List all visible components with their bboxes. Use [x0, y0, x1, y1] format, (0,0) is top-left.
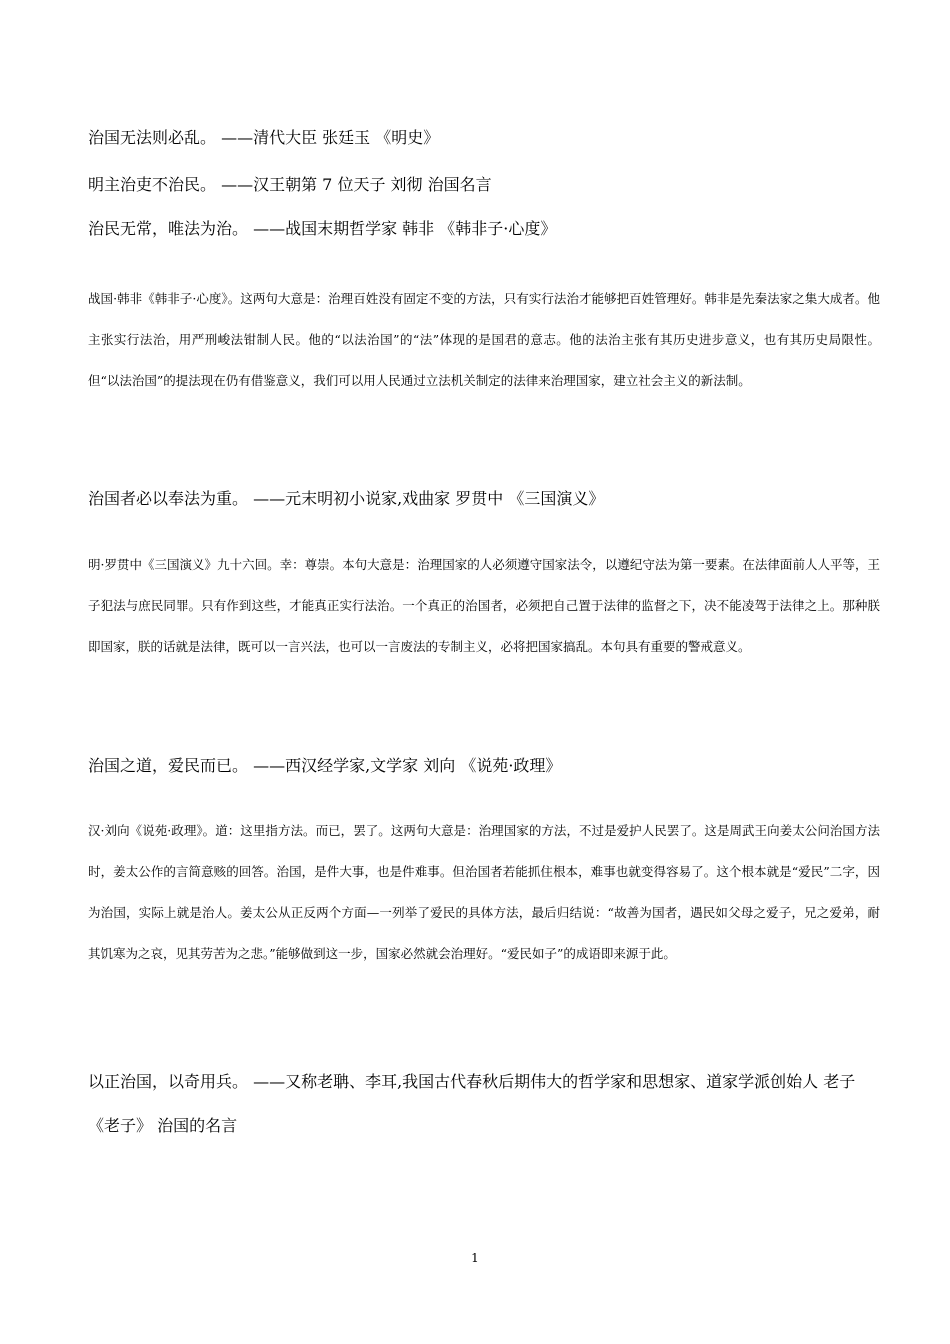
quote-4: 治国者必以奉法为重。 ——元末明初小说家,戏曲家 罗贯中 《三国演义》: [88, 489, 605, 508]
commentary-paragraph-2: 明·罗贯中《三国演义》九十六回。幸：尊崇。本句大意是：治理国家的人必须遵守国家法令，以遵纪守法为第一要素。在法律面前人人平等，王子犯法与庶民同罪。只有作到这些，才能真正实行法治。一个真正的治国者，必须把自己置于法律的监督之下，决不能凌驾于法律之上。那种朕即国家，朕的话就是法律，既可以一言兴法，也可以一言废法的专制主义，必将把国家搞乱。本句具有重要的警戒意义。: [88, 557, 880, 654]
quote-1: 治国无法则必乱。 ——清代大臣 张廷玉 《明史》: [88, 128, 440, 147]
quote-2: 明主治吏不治民。 ——汉王朝第 7 位天子 刘彻 治国名言: [88, 175, 492, 194]
commentary-paragraph-3: 汉·刘向《说苑·政理》。道：这里指方法。而已，罢了。这两句大意是：治理国家的方法，不过是爱护人民罢了。这是周武王向姜太公问治国方法时，姜太公作的言简意赅的回答。治国，是件大事，也是件难事。但治国者若能抓住根本，难事也就变得容易了。这个根本就是“爱民”二字，因为治国，实际上就是治人。姜太公从正反两个方面—一列举了爱民的具体方法，最后归结说：“故善为国者，遇民如父母之爱子，兄之爱弟，耐其饥寒为之哀，见其劳苦为之悲。”能够做到这一步，国家必然就会治理好。“爱民如子”的成语即来源于此。: [88, 823, 880, 961]
page-number: 1: [471, 1251, 479, 1265]
quote-5: 治国之道，爱民而已。 ——西汉经学家,文学家 刘向 《说苑·政理》: [88, 756, 562, 775]
commentary-paragraph-1: 战国·韩非《韩非子·心度》。这两句大意是：治理百姓没有固定不变的方法，只有实行法治才能够把百姓管理好。韩非是先秦法家之集大成者。他主张实行法治，用严刑峻法钳制人民。他的“以法治国”的“法”体现的是国君的意志。他的法治主张有其历史进步意义，也有其历史局限性。但“以法治国”的提法现在仍有借鉴意义，我们可以用人民通过立法机关制定的法律来治理国家，建立社会主义的新法制。: [88, 291, 880, 388]
quote-3: 治民无常，唯法为治。 ——战国末期哲学家 韩非 《韩非子·心度》: [88, 219, 557, 238]
quote-6: 以正治国，以奇用兵。 ——又称老聃、李耳,我国古代春秋后期伟大的哲学家和思想家、道家学派创始人 老子 《老子》 治国的名言: [88, 1072, 856, 1135]
